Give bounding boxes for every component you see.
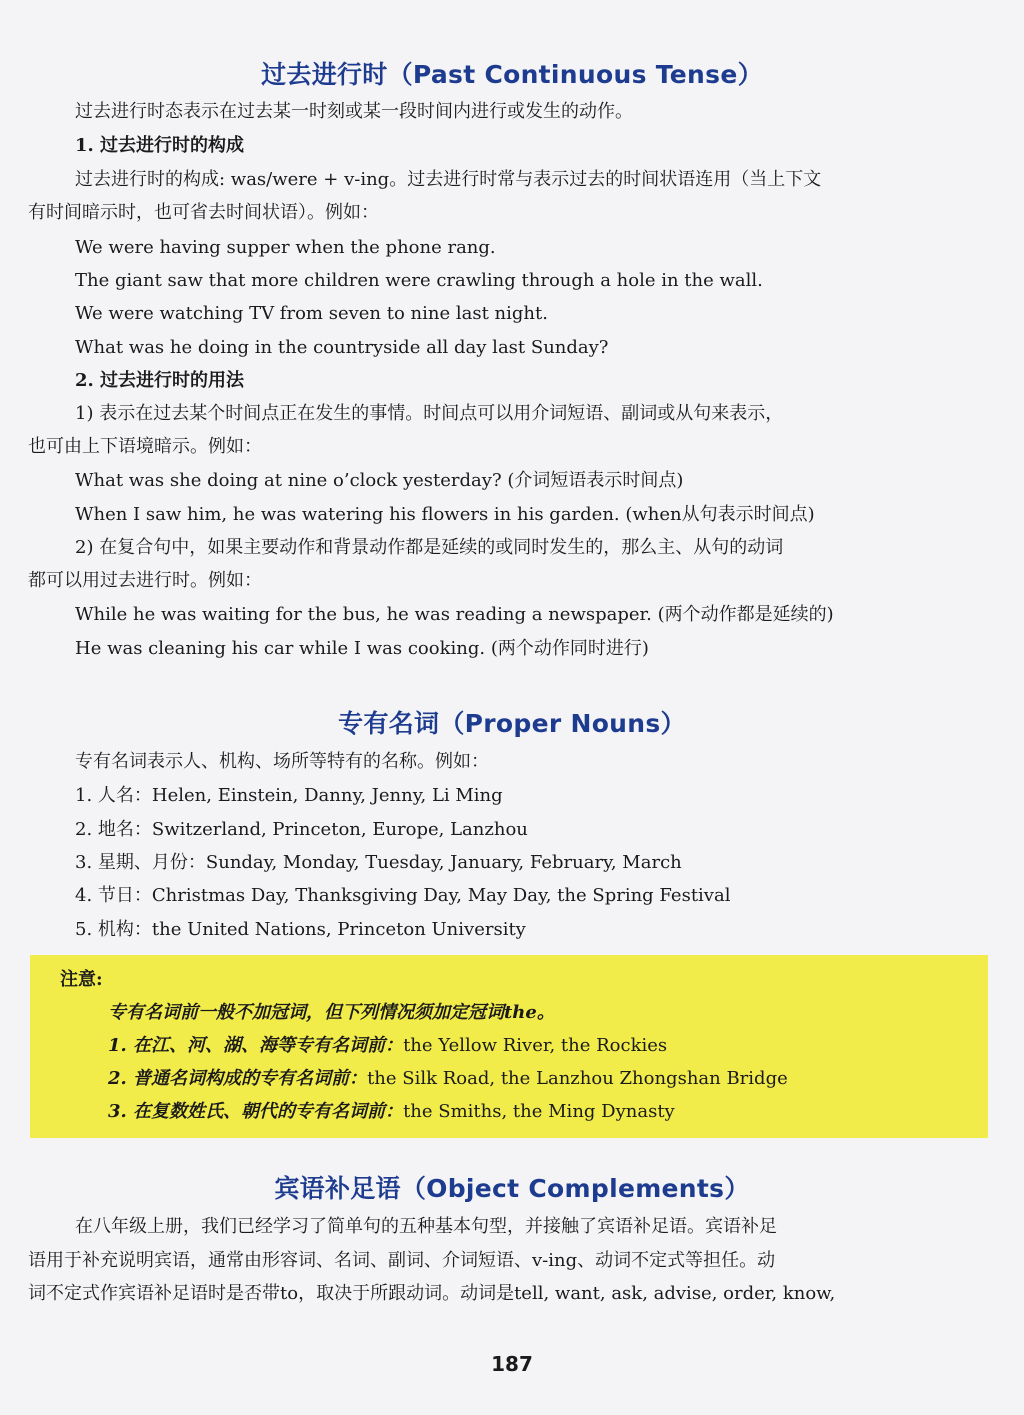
example-sentence: What was he doing in the countryside all day last Sunday? (75, 337, 609, 358)
paragraph-line: 2) 在复合句中，如果主要动作和背景动作都是延续的或同时发生的，那么主、从句的动词 (75, 537, 784, 558)
list-item: 1. 人名：Helen, Einstein, Danny, Jenny, Li Ming (75, 785, 503, 806)
paragraph-line: 也可由上下语境暗示。例如： (28, 436, 262, 457)
note-item-en: the Smiths, the Ming Dynasty (403, 1101, 675, 1122)
paragraph-intro: 过去进行时态表示在过去某一时刻或某一段时间内进行或发生的动作。 (75, 101, 633, 122)
paragraph-line: 词不定式作宾语补足语时是否带to，取决于所跟动词。动词是tell, want, ask, advise, order, know, (28, 1283, 836, 1304)
note-box (30, 955, 988, 1138)
section-title-proper-nouns: 专有名词（Proper Nouns） (338, 709, 686, 738)
note-item-cn: 3. 在复数姓氏、朝代的专有名词前： (108, 1101, 404, 1122)
note-line: 专有名词前一般不加冠词，但下列情况须加定冠词the。 (108, 1002, 555, 1023)
list-item: 5. 机构：the United Nations, Princeton University (75, 919, 526, 940)
note-item-cn: 1. 在江、河、湖、海等专有名词前： (108, 1035, 404, 1056)
page-number: 187 (491, 1352, 533, 1376)
paragraph-line: 语用于补充说明宾语，通常由形容词、名词、副词、介词短语、v-ing、动词不定式等担任。动 (28, 1250, 776, 1271)
subheading-structure: 1. 过去进行时的构成 (75, 135, 245, 156)
example-sentence: He was cleaning his car while I was cooking. (两个动作同时进行) (75, 638, 649, 659)
list-item: 2. 地名：Switzerland, Princeton, Europe, Lanzhou (75, 819, 528, 840)
subheading-usage: 2. 过去进行时的用法 (75, 370, 245, 391)
note-item-en: the Yellow River, the Rockies (403, 1035, 668, 1056)
example-sentence: While he was waiting for the bus, he was reading a newspaper. (两个动作都是延续的) (75, 604, 834, 625)
note-item (108, 1100, 675, 1124)
paragraph-line: 过去进行时的构成: was/were + v-ing。过去进行时常与表示过去的时间状语连用（当上下文 (75, 169, 822, 190)
example-sentence: We were watching TV from seven to nine last night. (75, 303, 548, 324)
paragraph-line: 1) 表示在过去某个时间点正在发生的事情。时间点可以用介词短语、副词或从句来表示， (75, 403, 784, 424)
note-item (108, 1034, 667, 1058)
paragraph-line: 在八年级上册，我们已经学习了简单句的五种基本句型，并接触了宾语补足语。宾语补足 (75, 1216, 777, 1237)
section-title-past-continuous: 过去进行时（Past Continuous Tense） (261, 60, 763, 89)
example-sentence: We were having supper when the phone rang. (75, 237, 496, 258)
note-item-cn: 2. 普通名词构成的专有名词前： (108, 1068, 368, 1089)
example-sentence: When I saw him, he was watering his flowers in his garden. (when从句表示时间点) (75, 504, 815, 525)
example-sentence: What was she doing at nine o’clock yesterday? (介词短语表示时间点) (75, 470, 684, 491)
list-item: 3. 星期、月份：Sunday, Monday, Tuesday, January, February, March (75, 852, 682, 873)
list-item: 4. 节日：Christmas Day, Thanksgiving Day, May Day, the Spring Festival (75, 885, 731, 906)
note-item-en: the Silk Road, the Lanzhou Zhongshan Bridge (367, 1068, 788, 1089)
paragraph-intro: 专有名词表示人、机构、场所等特有的名称。例如： (75, 751, 489, 772)
paragraph-line: 有时间暗示时，也可省去时间状语）。例如： (28, 202, 379, 223)
example-sentence: The giant saw that more children were crawling through a hole in the wall. (75, 270, 763, 291)
paragraph-line: 都可以用过去进行时。例如： (28, 570, 262, 591)
note-label: 注意: (60, 969, 103, 990)
section-title-object-complements: 宾语补足语（Object Complements） (274, 1174, 750, 1203)
note-item (108, 1067, 788, 1091)
